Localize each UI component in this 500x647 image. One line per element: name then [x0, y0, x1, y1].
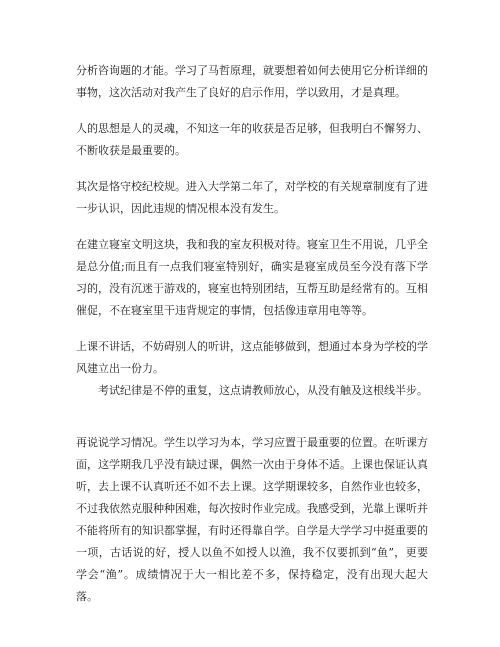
- paragraph-class-discipline: 上课不讲话，不妨碍别人的听讲，这点能够做到，想通过本身为学校的学风建立出一份力。: [76, 340, 428, 375]
- paragraph-dormitory: 在建立寝室文明这块，我和我的室友积极对待。寝室卫生不用说，几乎全是总分值;而且有一点我们寝室特别好，确实是寝室成员至今没有落下学习的，没有沉迷于游戏的，寝室也特别团结，互帮互助是经常有的。互相催促，不在寝室里干违背规定的事情，包括像违章用电等等。: [76, 238, 428, 317]
- paragraph-school-rules: 其次是恪守校纪校规。进入大学第二年了，对学校的有关规章制度有了进一步认识，因此违规的情况根本没有发生。: [76, 180, 428, 215]
- paragraph-exam-discipline: 考试纪律是不停的重复，这点请教师放心，从没有触及这根线半步。: [98, 384, 428, 397]
- paragraph-study-situation: 再说说学习情况。学生以学习为本，学习应置于最重要的位置。在听课方面，这学期我几乎没有缺过课，偶然一次由于身体不适。上课也保证认真听，去上课不认真听还不如不去上课。这学期课较多，自然作业也较多，不过我依然克服种种困难，每次按时作业完成。我感受到，光靠上课听并不能将所有的知识都掌握，有时还得靠自学。自学是大学学习中挺重要的一项，古话说的好，授人以鱼不如授人以渔，我不仅要抓到“鱼”，更要学会“渔”。成绩情况于大一相比差不多，保持稳定，没有出现大起大落。: [76, 436, 428, 603]
- paragraph-marxism-learning: 分析咨询题的才能。学习了马哲原理，就要想着如何去使用它分析详细的事物，这次活动对我产生了良好的启示作用，学以致用，才是真理。: [76, 64, 428, 99]
- paragraph-thoughts: 人的思想是人的灵魂，不知这一年的收获是否足够，但我明白不懈努力、不断收获是最重要的。: [76, 122, 428, 157]
